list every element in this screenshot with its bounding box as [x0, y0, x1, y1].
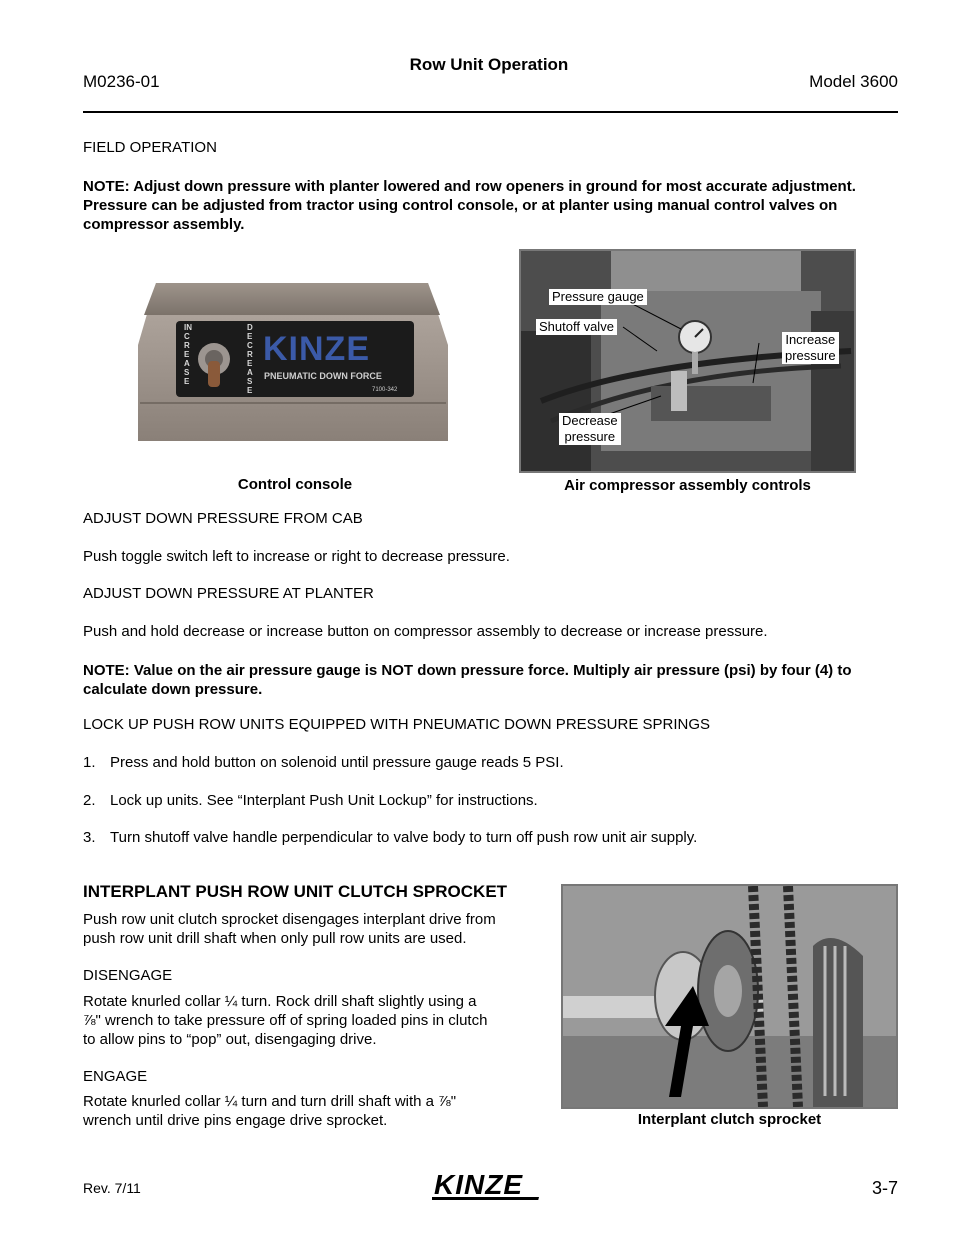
lockup-heading: LOCK UP PUSH ROW UNITS EQUIPPED WITH PNEUMATIC DOWN PRESSURE SPRINGS — [83, 716, 711, 733]
console-part-no: 7100-342 — [372, 387, 398, 393]
planter-note: NOTE: Value on the air pressure gauge is NOT down pressure force. Multiply air pressure (psi) by four (4) to calculate down pressure. — [83, 662, 852, 698]
interplant-clutch-photo — [561, 884, 898, 1109]
disengage-heading: DISENGAGE — [83, 967, 173, 984]
air-compressor-photo — [519, 249, 856, 473]
pressure-gauge-callout: Pressure gauge — [549, 289, 647, 305]
console-product: PNEUMATIC DOWN FORCE — [264, 371, 382, 381]
planter-text: Push and hold decrease or increase button on compressor assembly to decrease or increase pressure. — [83, 623, 768, 640]
model-label: Model 3600 — [809, 72, 898, 91]
engage-heading: ENGAGE — [83, 1068, 148, 1085]
section-title: Row Unit Operation — [409, 55, 569, 74]
air-compressor-caption: Air compressor assembly controls — [564, 477, 811, 494]
lockup-step: 3. Turn shutoff valve handle perpendicular to valve body to turn off push row unit air supply. — [83, 829, 698, 846]
clutch-section-heading: INTERPLANT PUSH ROW UNIT CLUTCH SPROCKET — [83, 882, 508, 901]
decrease-pressure-callout: Decrease pressure — [559, 413, 621, 445]
lockup-step: 1. Press and hold button on solenoid until pressure gauge reads 5 PSI. — [83, 754, 564, 771]
doc-number: M0236-01 — [83, 72, 160, 91]
cab-text: Push toggle switch left to increase or right to decrease pressure. — [83, 548, 510, 565]
planter-heading: ADJUST DOWN PRESSURE AT PLANTER — [83, 585, 374, 602]
disengage-text: Rotate knurled collar ¼ turn. Rock drill shaft slightly using a ⅞" wrench to take pressure off of spring loaded pins in clutch to allow pins to “pop” out, disengaging drive. — [83, 993, 488, 1048]
interplant-clutch-caption: Interplant clutch sprocket — [637, 1111, 822, 1128]
control-console-caption: Control console — [237, 476, 353, 493]
console-increase-label: INCREASE — [184, 323, 192, 386]
header-divider — [83, 111, 898, 113]
shutoff-valve-callout: Shutoff valve — [536, 319, 617, 335]
field-operation-heading: FIELD OPERATION — [83, 139, 217, 156]
revision-label: Rev. 7/11 — [83, 1180, 141, 1196]
kinze-logo: KINZE — [432, 1171, 550, 1205]
console-decrease-label: DECREASE — [247, 323, 253, 395]
cab-heading: ADJUST DOWN PRESSURE FROM CAB — [83, 510, 363, 527]
field-operation-note: NOTE: Adjust down pressure with planter lowered and row openers in ground for most accurate adjustment. Pressure can be adjusted from tractor using control console, or at planter using manual control valves on compressor assembly. — [83, 178, 856, 233]
increase-pressure-callout: Increase pressure — [782, 332, 839, 364]
lockup-step: 2. Lock up units. See “Interplant Push Unit Lockup” for instructions. — [83, 792, 538, 809]
page-number: 3-7 — [871, 1178, 898, 1198]
console-brand: KINZE — [263, 330, 370, 368]
engage-text: Rotate knurled collar ¼ turn and turn drill shaft with a ⅞" wrench until drive pins engage drive sprocket. — [83, 1093, 457, 1129]
clutch-intro: Push row unit clutch sprocket disengages interplant drive from push row unit drill shaft when only pull row units are used. — [83, 911, 496, 947]
control-console-photo — [136, 275, 449, 445]
